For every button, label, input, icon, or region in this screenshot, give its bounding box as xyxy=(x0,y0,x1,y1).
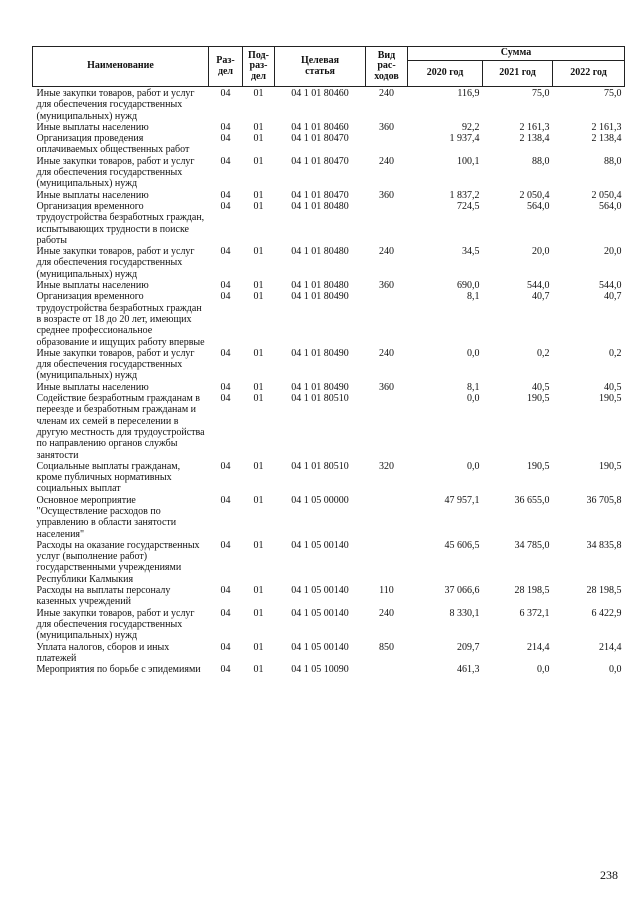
row-podrazdel: 01 xyxy=(253,121,264,133)
header-expense-type: Вид рас- ходов xyxy=(366,47,408,87)
row-expense-type: 110 xyxy=(379,585,394,597)
row-razdel: 04 xyxy=(220,155,231,167)
row-target-article: 04 1 05 00140 xyxy=(291,607,349,619)
row-expense-type: 240 xyxy=(379,155,394,167)
row-sum-2020: 724,5 xyxy=(457,200,480,212)
table-row xyxy=(33,87,625,122)
table-row xyxy=(33,291,625,347)
row-sum-2022: 28 198,5 xyxy=(586,585,622,597)
table-row xyxy=(33,642,625,665)
table-body xyxy=(33,87,625,676)
row-podrazdel: 01 xyxy=(253,381,264,393)
row-razdel: 04 xyxy=(220,291,231,303)
row-sum-2022: 190,5 xyxy=(599,393,622,405)
row-sum-2021: 36 655,0 xyxy=(514,494,550,506)
table-row xyxy=(33,156,625,190)
row-name: Иные закупки товаров, работ и услуг для обеспечения государственных (муниципальных) нужд xyxy=(36,347,195,382)
row-sum-2021: 75,0 xyxy=(532,88,550,99)
row-sum-2020: 1 837,2 xyxy=(449,189,480,201)
row-sum-2020: 209,7 xyxy=(457,641,480,653)
row-sum-2020: 37 066,6 xyxy=(444,585,480,597)
row-expense-type xyxy=(366,664,408,675)
row-sum-2020: 116,9 xyxy=(457,88,480,99)
row-podrazdel: 01 xyxy=(253,460,264,472)
row-name: Иные закупки товаров, работ и услуг для обеспечения государственных (муниципальных) нужд xyxy=(36,607,195,642)
row-target-article: 04 1 05 00140 xyxy=(291,539,349,551)
table-row xyxy=(33,122,625,133)
row-target-article: 04 1 05 00140 xyxy=(291,641,349,653)
row-razdel: 04 xyxy=(220,393,231,405)
row-sum-2022: 34 835,8 xyxy=(586,539,622,551)
table-row xyxy=(33,393,625,461)
row-expense-type: 360 xyxy=(379,121,394,133)
row-podrazdel: 01 xyxy=(253,246,264,258)
row-name: Содействие безработным гражданам в переезде и безработным гражданам и членам их семей в переселении в другую местность для трудоустройства по направлению органов службы занятости xyxy=(36,393,205,461)
row-razdel: 04 xyxy=(220,88,231,99)
table-row xyxy=(33,190,625,201)
row-razdel: 04 xyxy=(220,460,231,472)
row-name: Основное мероприятие "Осуществление расходов по управлению в области занятости населения" xyxy=(36,494,177,540)
table-row xyxy=(33,201,625,246)
row-sum-2020: 100,1 xyxy=(457,155,480,167)
row-sum-2021: 6 372,1 xyxy=(519,607,550,619)
row-expense-type: 240 xyxy=(379,88,394,99)
row-expense-type: 240 xyxy=(379,347,394,359)
row-sum-2021: 34 785,0 xyxy=(514,539,550,551)
table-row xyxy=(33,664,625,675)
row-expense-type: 320 xyxy=(379,460,394,472)
budget-table xyxy=(32,46,625,675)
row-razdel: 04 xyxy=(220,280,231,292)
row-target-article: 04 1 01 80510 xyxy=(291,393,349,405)
row-sum-2021: 40,5 xyxy=(532,381,550,393)
row-expense-type: 360 xyxy=(379,280,394,292)
row-sum-2022: 2 161,3 xyxy=(591,121,622,133)
row-razdel: 04 xyxy=(220,539,231,551)
row-podrazdel: 01 xyxy=(253,133,264,145)
row-razdel: 04 xyxy=(220,641,231,653)
row-podrazdel: 01 xyxy=(253,200,264,212)
row-expense-type xyxy=(366,201,408,246)
row-expense-type xyxy=(366,495,408,540)
table-row xyxy=(33,495,625,540)
row-target-article: 04 1 01 80470 xyxy=(291,133,349,145)
row-podrazdel: 01 xyxy=(253,291,264,303)
header-sum: Сумма xyxy=(408,47,625,61)
row-target-article: 04 1 01 80480 xyxy=(291,280,349,292)
row-razdel: 04 xyxy=(220,607,231,619)
row-sum-2022: 40,7 xyxy=(604,291,622,303)
row-sum-2021: 544,0 xyxy=(527,280,550,292)
row-sum-2021: 28 198,5 xyxy=(514,585,550,597)
row-name: Организация временного трудоустройства безработных граждан, испытывающих трудности в поиске работы xyxy=(36,200,205,246)
row-podrazdel: 01 xyxy=(253,607,264,619)
row-target-article: 04 1 01 80490 xyxy=(291,347,349,359)
row-podrazdel: 01 xyxy=(253,539,264,551)
row-target-article: 04 1 05 10090 xyxy=(291,664,349,676)
row-sum-2021: 190,5 xyxy=(527,393,550,405)
row-razdel: 04 xyxy=(220,664,231,676)
row-target-article: 04 1 01 80490 xyxy=(291,381,349,393)
row-sum-2022: 40,5 xyxy=(604,381,622,393)
row-sum-2020: 8,1 xyxy=(467,381,480,393)
table-row xyxy=(33,348,625,382)
row-sum-2022: 214,4 xyxy=(599,641,622,653)
row-name: Иные выплаты населению xyxy=(36,280,149,292)
row-sum-2020: 8 330,1 xyxy=(449,607,480,619)
row-razdel: 04 xyxy=(220,347,231,359)
row-sum-2022: 6 422,9 xyxy=(591,607,622,619)
row-podrazdel: 01 xyxy=(253,494,264,506)
row-expense-type xyxy=(366,291,408,347)
table-row xyxy=(33,461,625,495)
row-name: Иные закупки товаров, работ и услуг для обеспечения государственных (муниципальных) нужд xyxy=(36,88,195,122)
header-year-2022: 2022 год xyxy=(553,61,625,87)
row-sum-2021: 88,0 xyxy=(532,155,550,167)
row-podrazdel: 01 xyxy=(253,155,264,167)
row-sum-2021: 564,0 xyxy=(527,200,550,212)
row-name: Мероприятия по борьбе с эпидемиями xyxy=(36,664,201,676)
row-sum-2022: 190,5 xyxy=(599,460,622,472)
row-razdel: 04 xyxy=(220,200,231,212)
row-podrazdel: 01 xyxy=(253,393,264,405)
row-name: Иные закупки товаров, работ и услуг для обеспечения государственных (муниципальных) нужд xyxy=(36,246,195,280)
row-target-article: 04 1 01 80510 xyxy=(291,460,349,472)
row-podrazdel: 01 xyxy=(253,585,264,597)
row-target-article: 04 1 01 80460 xyxy=(291,88,349,99)
row-target-article: 04 1 05 00140 xyxy=(291,585,349,597)
row-expense-type: 240 xyxy=(379,246,394,258)
row-target-article: 04 1 01 80480 xyxy=(291,200,349,212)
row-sum-2021: 40,7 xyxy=(532,291,550,303)
row-sum-2022: 0,2 xyxy=(609,347,622,359)
row-razdel: 04 xyxy=(220,133,231,145)
table-row xyxy=(33,280,625,291)
row-podrazdel: 01 xyxy=(253,280,264,292)
row-target-article: 04 1 01 80470 xyxy=(291,189,349,201)
row-sum-2021: 0,0 xyxy=(537,664,550,676)
row-sum-2022: 0,0 xyxy=(609,664,622,676)
row-sum-2021: 214,4 xyxy=(527,641,550,653)
budget-table-container xyxy=(32,46,624,675)
row-expense-type: 850 xyxy=(379,641,394,653)
row-sum-2021: 2 050,4 xyxy=(519,189,550,201)
header-year-2020: 2020 год xyxy=(408,61,483,87)
table-row xyxy=(33,585,625,608)
row-sum-2020: 34,5 xyxy=(462,246,480,258)
row-sum-2020: 0,0 xyxy=(467,460,480,472)
row-razdel: 04 xyxy=(220,246,231,258)
table-row xyxy=(33,246,625,280)
row-razdel: 04 xyxy=(220,585,231,597)
row-name: Иные выплаты населению xyxy=(36,189,149,201)
row-podrazdel: 01 xyxy=(253,664,264,676)
row-expense-type xyxy=(366,540,408,585)
table-row xyxy=(33,608,625,642)
row-sum-2022: 544,0 xyxy=(599,280,622,292)
row-name: Иные закупки товаров, работ и услуг для обеспечения государственных (муниципальных) нужд xyxy=(36,155,195,190)
table-row xyxy=(33,133,625,156)
row-name: Организация проведения оплачиваемых общественных работ xyxy=(36,133,190,156)
row-target-article: 04 1 01 80480 xyxy=(291,246,349,258)
row-target-article: 04 1 01 80460 xyxy=(291,121,349,133)
row-expense-type: 360 xyxy=(379,381,394,393)
row-sum-2020: 690,0 xyxy=(457,280,480,292)
row-sum-2022: 36 705,8 xyxy=(586,494,622,506)
row-name: Иные выплаты населению xyxy=(36,121,149,133)
row-sum-2022: 75,0 xyxy=(604,88,622,99)
row-sum-2020: 461,3 xyxy=(457,664,480,676)
row-sum-2020: 0,0 xyxy=(467,347,480,359)
row-sum-2022: 2 138,4 xyxy=(591,133,622,145)
row-sum-2022: 564,0 xyxy=(599,200,622,212)
header-target-article: Целевая статья xyxy=(275,47,366,87)
row-sum-2022: 88,0 xyxy=(604,155,622,167)
row-expense-type: 240 xyxy=(379,607,394,619)
table-row xyxy=(33,540,625,585)
row-name: Расходы на выплаты персоналу казенных учреждений xyxy=(36,585,171,608)
row-name: Уплата налогов, сборов и иных платежей xyxy=(36,641,170,664)
row-razdel: 04 xyxy=(220,381,231,393)
row-sum-2021: 190,5 xyxy=(527,460,550,472)
header-name: Наименование xyxy=(33,47,209,87)
row-sum-2020: 0,0 xyxy=(467,393,480,405)
row-sum-2021: 0,2 xyxy=(537,347,550,359)
table-row xyxy=(33,382,625,393)
row-target-article: 04 1 01 80470 xyxy=(291,155,349,167)
row-podrazdel: 01 xyxy=(253,641,264,653)
row-sum-2021: 20,0 xyxy=(532,246,550,258)
row-podrazdel: 01 xyxy=(253,88,264,99)
row-name: Расходы на оказание государственных услуг (выполнение работ) государственными учреждениями Республики Калмыкия xyxy=(36,539,200,585)
header-razdel: Раз- дел xyxy=(209,47,243,87)
row-target-article: 04 1 01 80490 xyxy=(291,291,349,303)
row-expense-type xyxy=(366,393,408,461)
row-sum-2022: 2 050,4 xyxy=(591,189,622,201)
row-razdel: 04 xyxy=(220,494,231,506)
row-name: Иные выплаты населению xyxy=(36,381,149,393)
row-podrazdel: 01 xyxy=(253,347,264,359)
row-sum-2021: 2 138,4 xyxy=(519,133,550,145)
row-podrazdel: 01 xyxy=(253,189,264,201)
row-name: Социальные выплаты гражданам, кроме публичных нормативных социальных выплат xyxy=(36,460,181,495)
row-sum-2020: 8,1 xyxy=(467,291,480,303)
row-sum-2021: 2 161,3 xyxy=(519,121,550,133)
row-sum-2020: 1 937,4 xyxy=(449,133,480,145)
row-expense-type: 360 xyxy=(379,189,394,201)
row-razdel: 04 xyxy=(220,121,231,133)
row-expense-type xyxy=(366,133,408,156)
row-sum-2020: 47 957,1 xyxy=(444,494,480,506)
row-razdel: 04 xyxy=(220,189,231,201)
row-sum-2020: 92,2 xyxy=(462,121,480,133)
header-year-2021: 2021 год xyxy=(483,61,553,87)
header-podrazdel: Под- раз- дел xyxy=(243,47,275,87)
row-sum-2020: 45 606,5 xyxy=(444,539,480,551)
row-name: Организация временного трудоустройства безработных граждан в возрасте от 18 до 20 лет, имеющих среднее профессиональное образование и ищущих работу впервые xyxy=(36,291,205,348)
row-sum-2022: 20,0 xyxy=(604,246,622,258)
page-number: 238 xyxy=(600,868,618,882)
row-target-article: 04 1 05 00000 xyxy=(291,494,349,506)
